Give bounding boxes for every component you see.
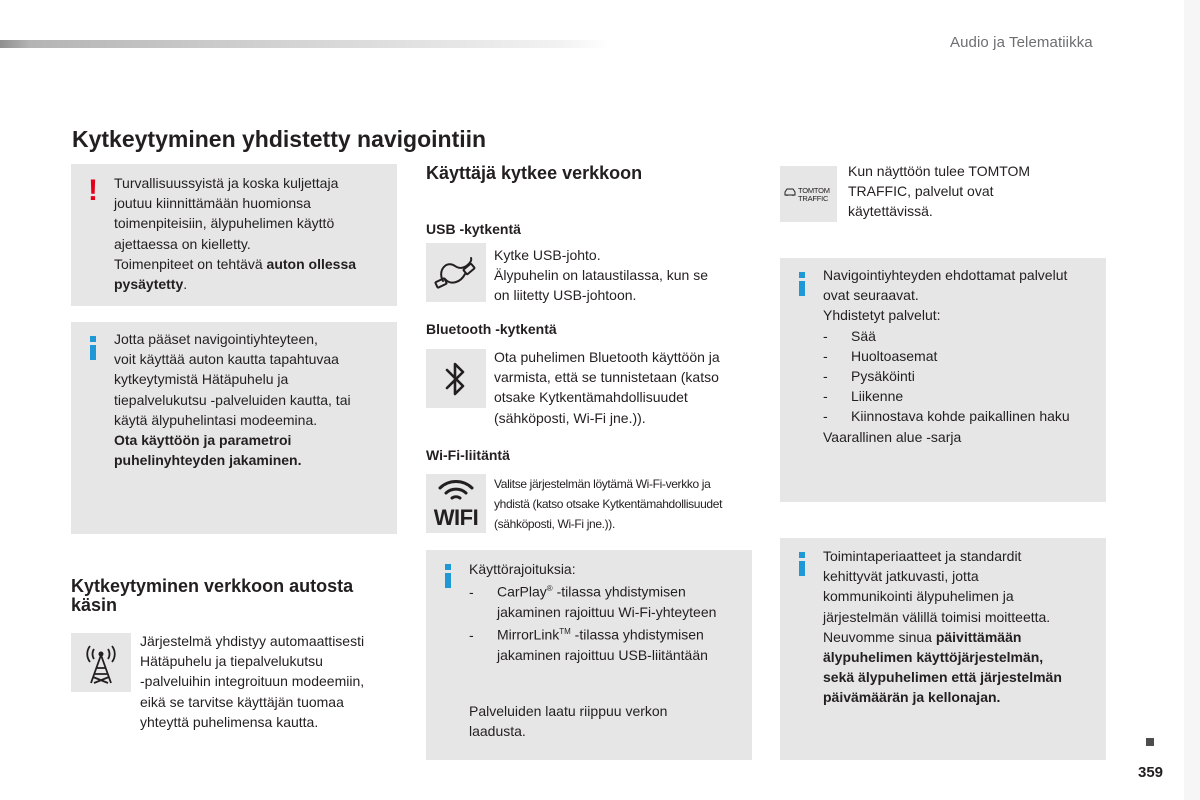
warning-box [71, 164, 397, 306]
wifi-heading: Wi-Fi-liitäntä [426, 447, 510, 463]
usb-text: Kytke USB-johto. Älypuhelin on lataustilassa, kun se on liitetty USB-johtoon. [494, 247, 709, 304]
tomtom-text: Kun näyttöön tulee TOMTOM TRAFFIC, palvelut ovat käytettävissä. [848, 163, 1031, 220]
info-box-update [780, 538, 1106, 760]
info-icon [445, 564, 451, 588]
list-item: - Kiinnostava kohde paikallinen haku [823, 408, 1070, 425]
wifi-icon [426, 474, 486, 533]
tomtom-badge-text: TOMTOM TRAFFIC [798, 186, 830, 203]
bluetooth-icon [426, 349, 486, 408]
usb-heading: USB -kytkentä [426, 221, 521, 237]
page-marker [1146, 738, 1154, 746]
list-item: - Sää [823, 327, 876, 344]
list-item: - Huoltoasemat [823, 347, 938, 364]
bluetooth-text: Ota puhelimen Bluetooth käyttöön ja varmista, että se tunnistetaan (katso otsake Kytkentämahdollisuudet (sähköposti, Wi-Fi jne.)). [494, 349, 720, 426]
info-icon [799, 552, 805, 576]
antenna-tower-icon [71, 633, 131, 692]
page-edge-rail [1184, 0, 1200, 800]
user-connection-heading: Käyttäjä kytkee verkkoon [426, 163, 643, 183]
section-header: Audio ja Telematiikka [950, 34, 1093, 51]
info-box-limits [426, 550, 752, 760]
tomtom-traffic-icon [780, 166, 837, 222]
info-box-services [780, 258, 1106, 502]
info-box-access [71, 322, 397, 534]
info-access-text: Jotta pääset navigointiyhteyteen, voit käyttää auton kautta tapahtuvaa kytkeytymistä Hätäpuhelu ja tiepalvelukutsu -palveluiden kautta, tai käytä älypuhelintasi modeemina. Ota käyttöön ja parametroi puhelinyhteyden jakaminen. [114, 331, 351, 469]
warning-text: Turvallisuussyistä ja koska kuljettaja joutuu kiinnittämään huomionsa toimenpiteisiin, älypuhelimen käyttö ajettaessa on kielletty. Toimenpiteet on tehtävä auton ollessa pysäytetty. [114, 175, 357, 293]
update-text: Toimintaperiaatteet ja standardit kehittyvät jatkuvasti, jotta kommunikointi älypuhelimen ja järjestelmän välillä toimisi moitteetta. Neuvomme sinua päivittämään älypuhelimen käyttöjärjestelmän, sekä älypuhelimen että järjestelmän päivämäärän ja kellonajan. [823, 548, 1062, 706]
page-title: Kytkeytyminen yhdistetty navigointiin [72, 126, 487, 152]
auto-connection-text: Järjestelmä yhdistyy automaattisesti Hätäpuhelu ja tiepalvelukutsu -palveluihin integroituun modeemiin, eikä se tarvitse käyttäjän tuomaa yhteyttä puhelimensa kautta. [140, 633, 365, 730]
list-item: - Pysäköinti [823, 368, 915, 385]
quality-text: Palveluiden laatu riippuu verkon laadusta. [469, 703, 668, 740]
info-icon [799, 272, 805, 296]
wifi-icon-label: WIFI [433, 505, 479, 530]
auto-connection-heading: Kytkeytyminen verkkoon autosta käsin [71, 576, 354, 615]
list-item: - Liikenne [823, 388, 904, 405]
limits-text: Käyttörajoituksia: - CarPlay® -tilassa yhdistymisen jakaminen rajoittuu Wi-Fi-yhteyteen - MirrorLink™ -tilassa yhdistymisen jakaminen rajoittuu USB-liitäntään [469, 561, 717, 664]
header-gradient-bar [0, 40, 610, 48]
page-number: 359 [1138, 764, 1164, 781]
warning-exclamation-icon: ! [88, 174, 98, 207]
bluetooth-heading: Bluetooth -kytkentä [426, 321, 557, 337]
services-text: Navigointiyhteyden ehdottamat palvelut ovat seuraavat. Yhdistetyt palvelut: - Sää - Huoltoasemat - Pysäköinti - Liikenne - Kiinnostava kohde paikallinen haku Vaarallinen alue -sarja [823, 265, 1105, 447]
wifi-text: Valitse järjestelmän löytämä Wi-Fi-verkko ja yhdistä (katso otsake Kytkentämahdollisuudet (sähköposti, Wi-Fi jne.)). [494, 477, 723, 531]
usb-cable-icon [426, 243, 486, 302]
info-icon [90, 336, 96, 360]
